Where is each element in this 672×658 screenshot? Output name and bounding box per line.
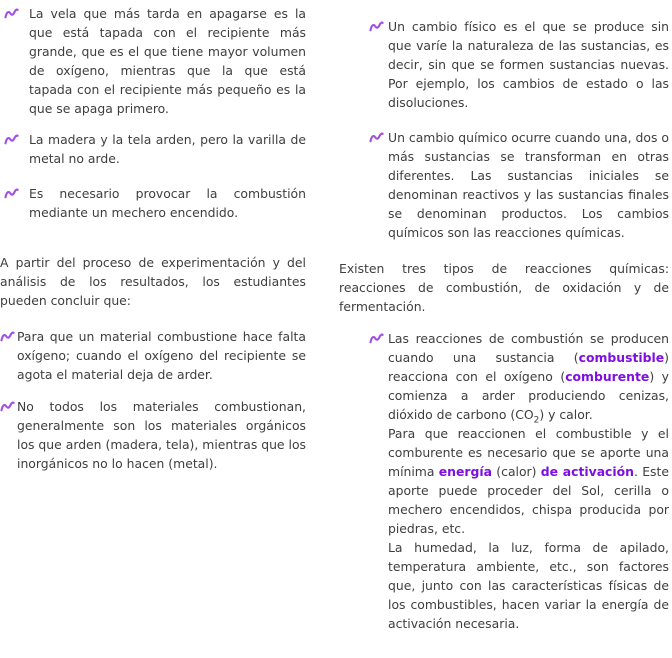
squiggle-bullet-icon — [0, 399, 15, 413]
list-item — [0, 130, 306, 168]
squiggle-bullet-icon — [369, 19, 384, 33]
list-item — [339, 329, 669, 633]
reaction-types-paragraph: Existen tres tipos de reacciones químicas: reacciones de combustión, de oxidación y de fermentación. — [339, 261, 669, 314]
conclusions-list — [0, 327, 306, 473]
squiggle-bullet-icon — [0, 329, 15, 343]
list-item-text: La vela que más tarda en apagarse es la que está tapada con el recipiente más grande, que es el que tiene mayor volumen de oxígeno, mientras que la que está tapada con el recipiente más pequeño es la que se apaga primero. — [29, 6, 306, 116]
list-item-text: La madera y la tela arden, pero la varilla de metal no arde. — [29, 132, 306, 166]
list-item-text: Es necesario provocar la combustión mediante un mechero encendido. — [29, 186, 306, 220]
list-item — [339, 17, 669, 112]
changes-list — [339, 17, 669, 242]
combustion-definition-paragraph: Las reacciones de combustión se producen cuando una sustancia (combustible) reacciona con el oxígeno (comburente) y comienza a arder produciendo cenizas, dióxido de carbono $(CO_2)$ y calor. — [388, 331, 669, 426]
combustion-reactions-list — [339, 329, 669, 633]
list-item — [0, 184, 306, 222]
right-column — [339, 17, 669, 633]
list-item-text — [388, 329, 669, 633]
factors-paragraph: La humedad, la luz, forma de apilado, temperatura ambiente, etc., son factores que, junto con las características físicas de los combustibles, hacen variar la energía de activación necesaria. — [388, 540, 669, 631]
list-item — [339, 128, 669, 242]
list-item — [0, 327, 306, 384]
squiggle-bullet-icon — [369, 331, 384, 345]
list-item-text: Para que un material combustione hace falta oxígeno; cuando el oxígeno del recipiente se agota el material deja de arder. — [17, 329, 306, 382]
squiggle-bullet-icon — [369, 130, 384, 144]
conclusion-intro-paragraph: A partir del proceso de experimentación y del análisis de los resultados, los estudiantes pueden concluir que: — [0, 255, 306, 308]
list-item-text: Un cambio físico es el que se produce sin que varíe la naturaleza de las sustancias, es decir, sin que se formen sustancias nuevas. Por ejemplo, los cambios de estado o las disoluciones. — [388, 19, 669, 110]
left-column — [0, 4, 306, 473]
squiggle-bullet-icon — [4, 132, 19, 146]
list-item-text: No todos los materiales combustionan, generalmente son los materiales orgánicos los que arden (madera, tela), mientras que los inorgánicos no lo hacen (metal). — [17, 399, 306, 471]
squiggle-bullet-icon — [4, 6, 19, 20]
activation-energy-paragraph: Para que reaccionen el combustible y el comburente es necesario que se aporte una mínima energía (calor) de activación. Este aporte puede proceder del Sol, cerilla o mechero encendidos, chispa producida por piedras, etc. — [388, 426, 669, 536]
experiment-observations-list — [0, 4, 306, 222]
list-item — [0, 4, 306, 118]
list-item-text: Un cambio químico ocurre cuando una, dos o más sustancias se transforman en otras diferentes. Las sustancias iniciales se denominan reactivos y las sustancias finales se denominan productos. Los cambios químicos son las reacciones químicas. — [388, 130, 669, 240]
list-item — [0, 397, 306, 473]
squiggle-bullet-icon — [4, 186, 19, 200]
